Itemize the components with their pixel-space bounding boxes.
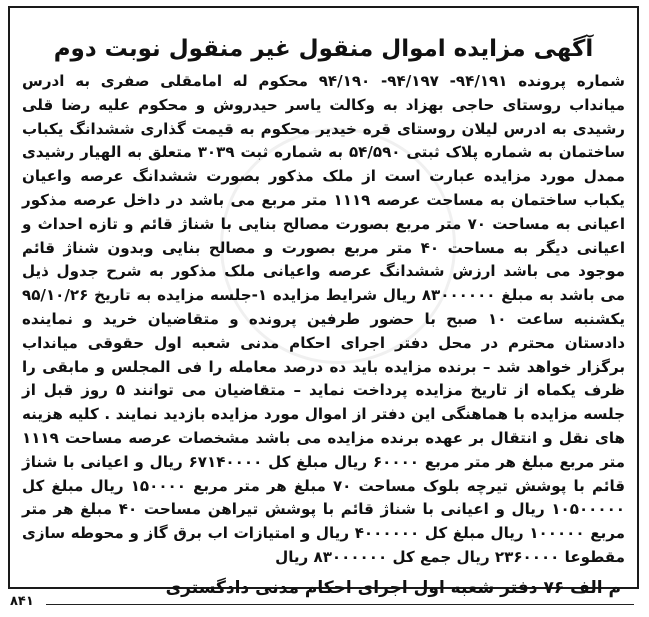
- footer-code: ۸۴۱: [10, 594, 34, 609]
- notice-body: شماره پرونده ۹۴/۱۹۱- ۹۴/۱۹۷- ۹۴/۱۹۰ محکوم له امامقلی صفری به ادرس میانداب روستای حاجی بهزاد به وکالت یاسر حیدروش و محکوم علیه رضا قلی رشیدی به ادرس لیلان روستای قره خیدیر محکوم به قیمت گذاری ششدانگ یکباب ساختمان به شماره پلاک ثبتی ۵۴/۵۹۰ به شماره ثبت ۳۰۳۹ متعلق به الهیار رشیدی ممدل مورد مزایده عبارت است از ملک مذکور بصورت ششدانگ عرصه واعیان یکباب ساختمان به مساحت عرصه ۱۱۱۹ متر مربع می باشد در داخل عرصه مذکور اعیانی به مساحت ۷۰ متر مربع بصورت مصالح بنایی با شناژ قائم و تازه احداث و اعیانی دیگر به مساحت ۴۰ متر مربع بصورت و مصالح بنایی وبدون شناژ قائم موجود می باشد ارزش ششدانگ عرصه واعیانی ملک مذکور به شرح جدول ذیل می باشد به مبلغ ۸۳۰۰۰۰۰۰ ریال شرایط مزایده ۱-جلسه مزایده به تاریخ ۹۵/۱۰/۲۶ یکشنبه ساعت ۱۰ صبح با حضور طرفین پرونده و متقاضیان خرید و نماینده دادستان محترم در محل دفتر اجرای احکام مدنی شعبه اول حقوقی میانداب برگزار خواهد شد – برنده مزایده باید ده درصد معامله را فی المجلس و مابقی را ظرف یکماه از تاریخ مزایده پرداخت نماید – متقاضیان می توانند ۵ روز قبل از جلسه مزایده با هماهنگی این دفتر از اموال مورد مزایده بازدید نمایند . کلیه هزینه های نقل و انتقال بر عهده برنده مزایده می باشد مشخصات عرصه مساحت ۱۱۱۹ متر مربع مبلغ هر متر مربع ۶۰۰۰۰ ریال مبلغ کل ۶۷۱۴۰۰۰۰ ریال و اعیانی با شناژ قائم با پوشش تیرچه بلوک مساحت ۷۰ مبلغ هر متر مربع ۱۵۰۰۰۰ ریال مبلغ کل ۱۰۵۰۰۰۰۰ ریال و اعیانی با شناژ قائم با پوشش تیراهن مساحت ۴۰ مبلغ هر متر مربع ۱۰۰۰۰۰ ریال مبلغ کل ۴۰۰۰۰۰۰ ریال و امتیازات اب برق گاز و محوطه سازی مقطوعا ۲۳۶۰۰۰۰ ریال جمع کل ۸۳۰۰۰۰۰۰ ریال: [22, 72, 626, 566]
- notice-frame: [8, 6, 639, 598]
- notice-title: آگهی مزایده اموال منقول غیر منقول نوبت دوم: [53, 36, 594, 62]
- footer-divider: [46, 604, 634, 605]
- notice-signature: م الف ۷۶ دفتر شعبه اول اجرای احکام مدنی دادگستری: [165, 577, 621, 598]
